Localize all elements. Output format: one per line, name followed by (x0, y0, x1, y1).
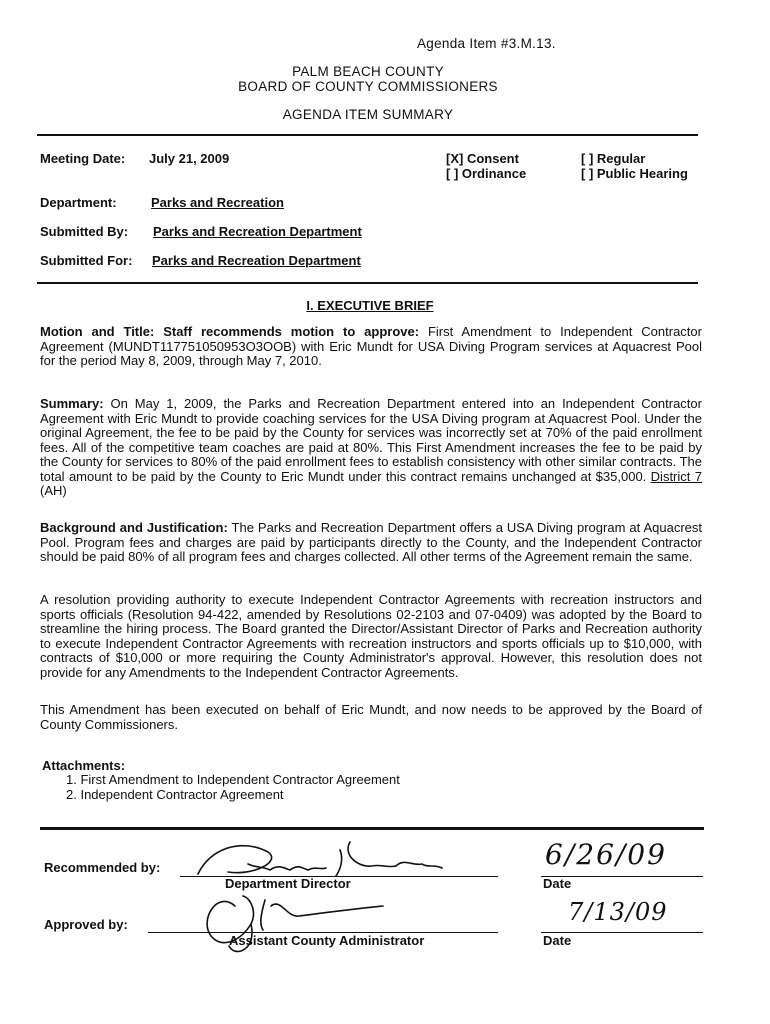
summary-title: AGENDA ITEM SUMMARY (282, 107, 454, 122)
executed-paragraph (40, 703, 702, 732)
department-label: Department: (40, 195, 117, 210)
meeting-date-label: Meeting Date: (40, 151, 126, 166)
agenda-item-number: Agenda Item #3.M.13. (417, 36, 556, 51)
resolution-text: A resolution providing authority to execute Independent Contractor Agreements with recreation instructors and sports officials (Resolution 94-422, amended by Resolutions 02-2103 and 07-0409) was adopted by the Board to streamline the hiring process. The Board granted the Director/Assistant Director of Parks and Recreation authority to execute Independent Contractor Agreements with recreation instructors and sports officials up to $10,000, with contracts of $10,000 or more requiring the County Administrator's approval. However, this resolution does not provide for any Amendments to the Independent Contractor Agreements. (40, 592, 702, 680)
resolution-paragraph (40, 593, 702, 680)
info-divider (37, 282, 698, 284)
summary-district: District 7 (650, 468, 702, 484)
county-name: PALM BEACH COUNTY (292, 64, 444, 79)
department-director-title: Department Director (225, 876, 351, 891)
background-paragraph (40, 521, 702, 565)
meeting-date-value: July 21, 2009 (149, 151, 230, 166)
summary-paragraph (40, 397, 702, 499)
ordinance-checkbox: [ ] Ordinance (446, 166, 527, 181)
date-label: Date (543, 876, 572, 891)
motion-paragraph (40, 325, 702, 369)
executive-brief-heading: I. EXECUTIVE BRIEF (306, 298, 434, 313)
submitted-for-label: Submitted For: (40, 253, 133, 268)
executed-text: This Amendment has been executed on behalf of Eric Mundt, and now needs to be approved by the Board of County Commissioners. (40, 702, 702, 732)
public-hearing-checkbox: [ ] Public Hearing (581, 166, 688, 181)
attachment-item: 1. First Amendment to Independent Contractor Agreement (66, 772, 400, 787)
date-label: Date (543, 933, 572, 948)
summary-label: Summary: (40, 396, 104, 411)
assistant-county-administrator-title: Assistant County Administrator (229, 933, 425, 948)
submitted-by-value: Parks and Recreation Department (153, 224, 362, 239)
motion-bold: Staff recommends motion to approve: (163, 324, 420, 339)
attachment-item: 2. Independent Contractor Agreement (66, 787, 284, 802)
submitted-for-value: Parks and Recreation Department (152, 253, 361, 268)
summary-initials: (AH) (40, 483, 67, 498)
header-divider (37, 134, 698, 136)
recommended-date-handwritten: 6/26/09 (545, 838, 667, 871)
summary-text: On May 1, 2009, the Parks and Recreation Department entered into an Independent Contractor Agreement with Eric Mundt to provide coaching services for the USA Diving program at Aquacrest Pool. Under the original Agreement, the fee to be paid by the County for services was incorrectly set at 70% of the paid enrollment fees. All of the competitive team coaches are paid at 80%. This First Amendment increases the fee to be paid by the County for services to 80% of the paid enrollment fees to establish consistency with other similar contracts. The total amount to be paid by the County to Eric Mundt under this contract remains unchanged at $35,000. (40, 396, 702, 484)
approved-date-handwritten: 7/13/09 (568, 898, 668, 926)
approved-by-label: Approved by: (44, 917, 128, 932)
attachments-label: Attachments: (42, 758, 126, 773)
regular-checkbox: [ ] Regular (581, 151, 646, 166)
motion-text: First Amendment to Independent Contractor Agreement (MUNDT117751050953O3OOB) with Eric Mundt for USA Diving Program services at Aquacrest Pool for the period May 8, 2009, through May 7, 2010. (40, 324, 702, 368)
recommended-by-label: Recommended by: (44, 860, 161, 875)
board-name: BOARD OF COUNTY COMMISSIONERS (238, 79, 498, 94)
background-text: The Parks and Recreation Department offers a USA Diving program at Aquacrest Pool. Program fees and charges are paid by participants directly to the County, and the Independent Contractor should be paid 80% of all program fees and charges collected. All other terms of the Agreement remain the same. (40, 520, 702, 564)
department-value: Parks and Recreation (151, 195, 284, 210)
submitted-by-label: Submitted By: (40, 224, 129, 239)
consent-checkbox: [X] Consent (446, 151, 519, 166)
background-label: Background and Justification: (40, 520, 228, 535)
motion-label: Motion and Title: (40, 324, 155, 339)
